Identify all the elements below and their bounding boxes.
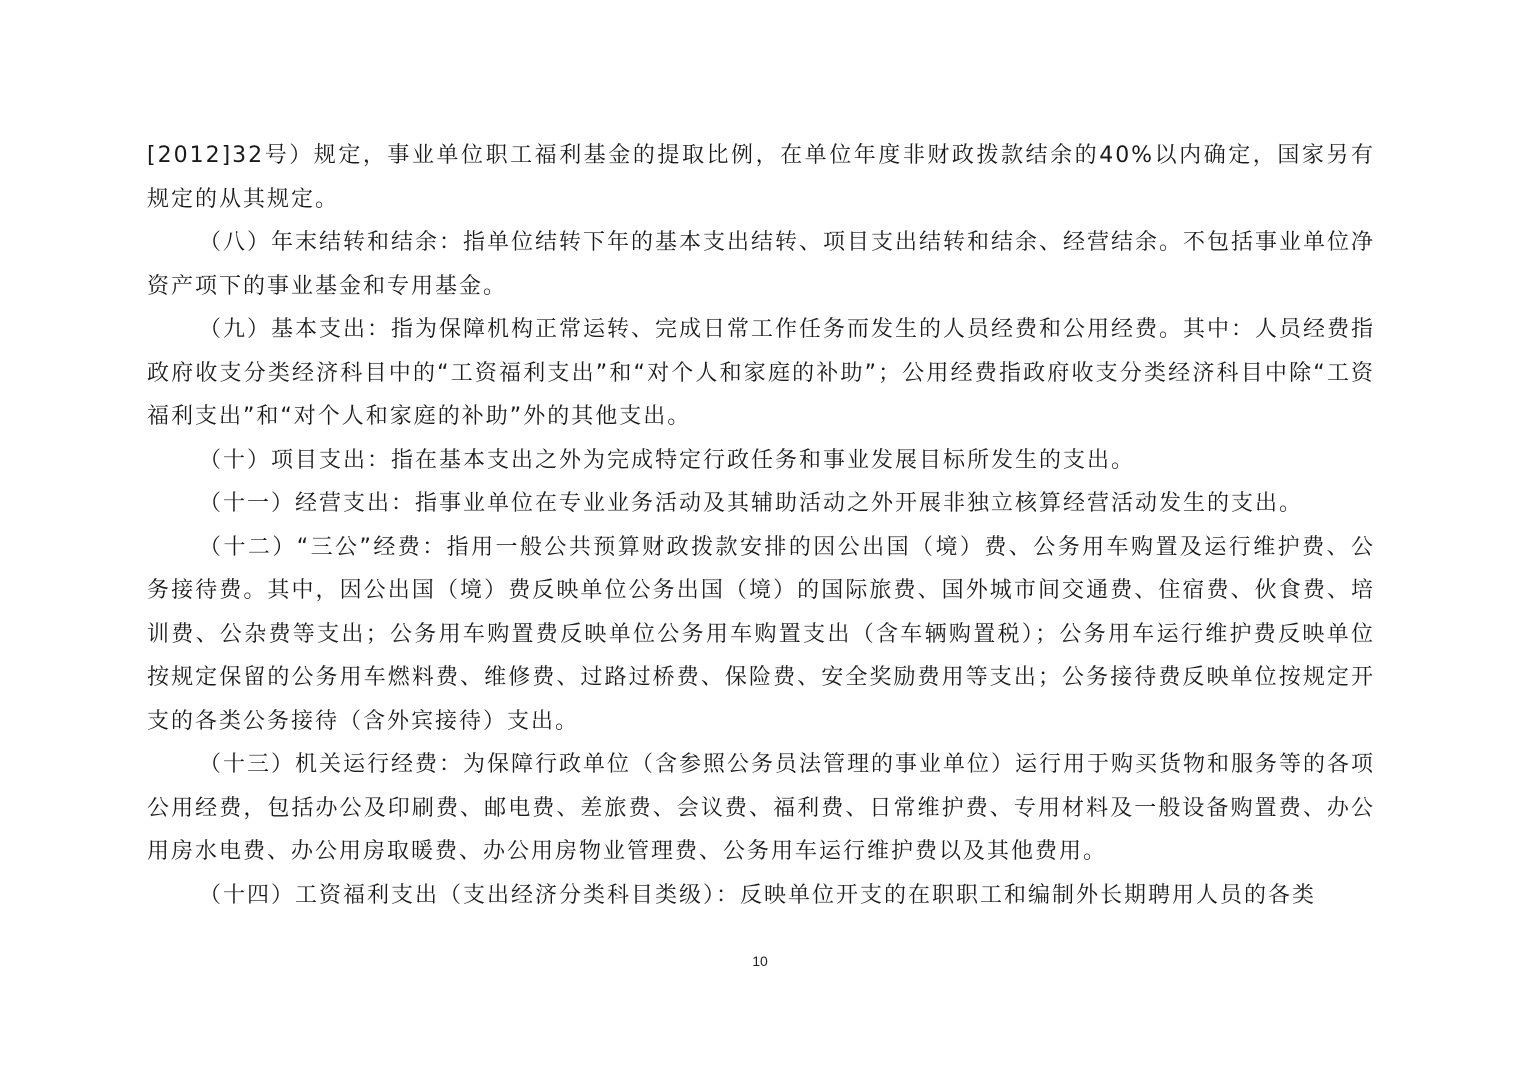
paragraph-agency-operating-expenses: （十三）机关运行经费：为保障行政单位（含参照公务员法管理的事业单位）运行用于购买货物和服务等的各项公用经费，包括办公及印刷费、邮电费、差旅费、会议费、福利费、日常维护费、专用材料及一般设备购置费、办公用房水电费、办公用房取暖费、办公用房物业管理费、公务用车运行维护费以及其他费用。: [147, 752, 1376, 864]
document-body: [147, 134, 1375, 917]
page-number: 10: [752, 953, 768, 969]
paragraph-three-public-expenses: （十二）“三公”经费：指用一般公共预算财政拨款安排的因公出国（境）费、公务用车购置及运行维护费、公务接待费。其中，因公出国（境）费反映单位公务出国（境）的国际旅费、国外城市间交通费、住宿费、伙食费、培训费、公杂费等支出；公务用车购置费反映单位公务用车购置支出（含车辆购置税）；公务用车运行维护费反映单位按规定保留的公务用车燃料费、维修费、过路过桥费、保险费、安全奖励费用等支出；公务接待费反映单位按规定开支的各类公务接待（含外宾接待）支出。: [147, 534, 1375, 734]
paragraph-operating-expenditure: （十一）经营支出：指事业单位在专业业务活动及其辅助活动之外开展非独立核算经营活动发生的支出。: [199, 491, 1304, 516]
paragraph-basic-expenditure: （九）基本支出：指为保障机构正常运转、完成日常工作任务而发生的人员经费和公用经费。其中：人员经费指政府收支分类经济科目中的“工资福利支出”和“对个人和家庭的补助”；公用经费指政府收支分类经济科目中除“工资福利支出”和“对个人和家庭的补助”外的其他支出。: [147, 317, 1376, 429]
paragraph-year-end-balance: （八）年末结转和结余：指单位结转下年的基本支出结转、项目支出结转和结余、经营结余。不包括事业单位净资产项下的事业基金和专用基金。: [147, 230, 1376, 299]
paragraph-continued: [2012]32号）规定，事业单位职工福利基金的提取比例，在单位年度非财政拨款结余的40%以内确定，国家另有规定的从其规定。: [147, 143, 1375, 212]
paragraph-project-expenditure: （十）项目支出：指在基本支出之外为完成特定行政任务和事业发展目标所发生的支出。: [199, 447, 1136, 473]
paragraph-salary-welfare: （十四）工资福利支出（支出经济分类科目类级）：反映单位开支的在职职工和编制外长期聘用人员的各类: [199, 882, 1317, 908]
